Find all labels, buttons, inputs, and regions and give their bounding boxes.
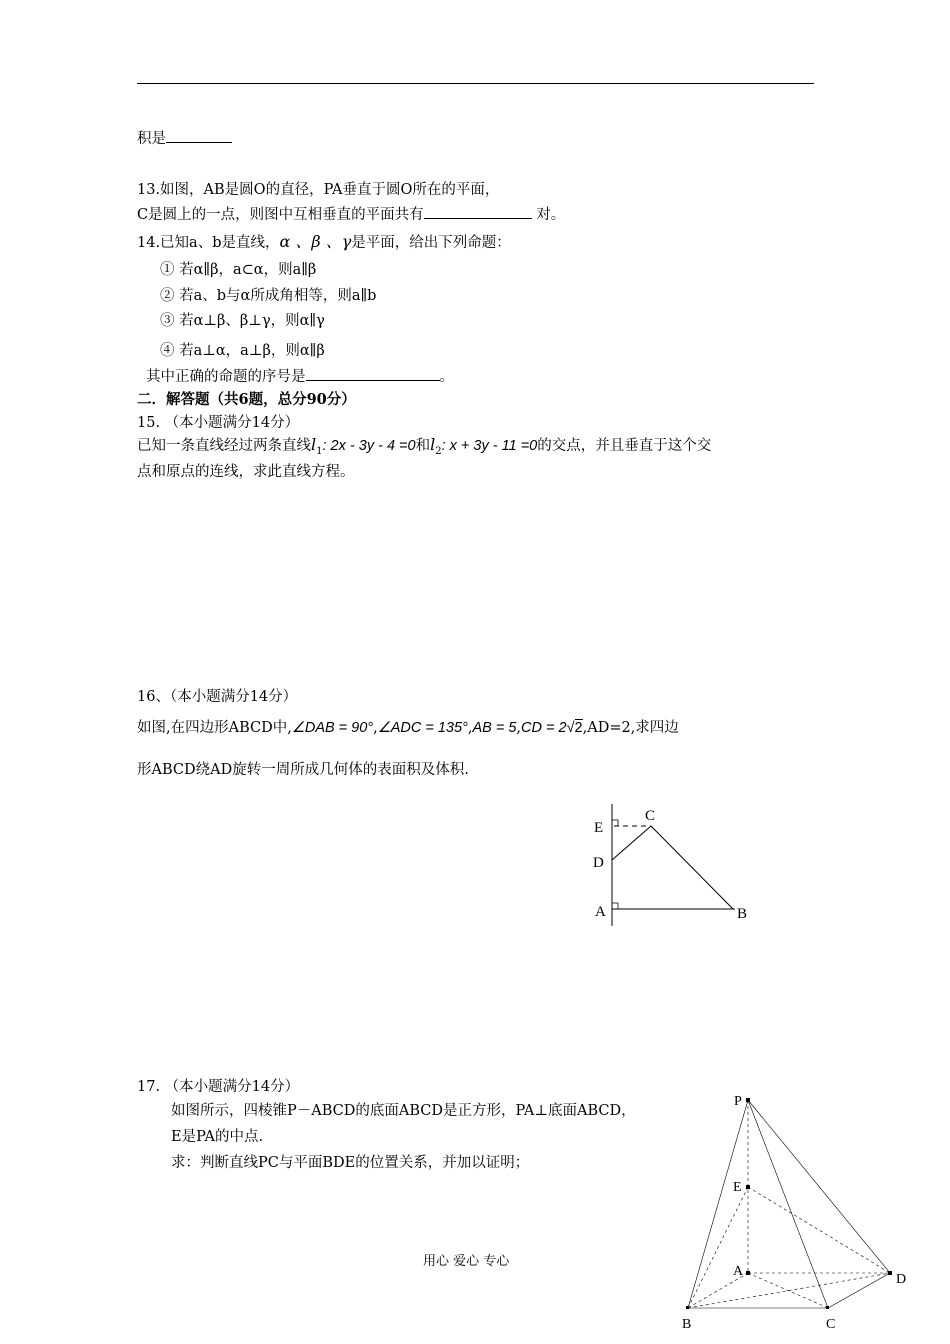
q14-item-4: ④ 若a⊥α，a⊥β，则α∥β (160, 343, 325, 359)
q17-label-c: C (826, 1317, 836, 1332)
q13-line2-end: 对。 (531, 207, 566, 223)
q17-point-b (686, 1306, 689, 1309)
q14-ask-text: 其中正确的命题的序号是 (146, 369, 306, 385)
q16-cond2: ∠ADC = 135° (377, 720, 468, 736)
q13-answer-blank[interactable] (424, 204, 532, 220)
q17-point-d (888, 1271, 892, 1275)
q15-eq1: : 2x - 3y - 4 =0 (322, 438, 416, 454)
q15-l2-sub: 2 (435, 445, 442, 457)
q16-cond4-root: 2 (574, 720, 583, 736)
q17-edge-eb (688, 1187, 748, 1308)
q16-line1: 如图,在四边形ABCD中,∠DAB = 90°,∠ADC = 135°,AB = 5,CD = 2√2,AD=2,求四边 (137, 720, 679, 736)
q16-line1-b: ,AD=2,求四边 (582, 720, 679, 736)
q17-line1: 如图所示，四棱锥P－ABCD的底面ABCD是正方形，PA⊥底面ABCD， (171, 1103, 636, 1119)
q15-line2: 点和原点的连线，求此直线方程。 (137, 464, 355, 480)
q17-point-c (826, 1306, 829, 1309)
q15-head: 15. （本小题满分14分） (137, 415, 300, 431)
q13-line1: 13.如图，AB是圆O的直径，PA垂直于圆O所在的平面， (137, 182, 500, 198)
q14-item-3: ③ 若α⊥β、β⊥γ，则α∥γ (160, 313, 325, 329)
q14-stem-greek: α 、β 、γ (279, 232, 352, 251)
q16-cond1: ∠DAB = 90° (291, 720, 374, 736)
q17-edge-pc (748, 1100, 828, 1308)
q14-item-1: ① 若α∥β，a⊂α，则a∥β (160, 262, 317, 278)
q15-and: 和 (415, 438, 431, 454)
q14-stem-pre: 14.已知a、b是直线， (137, 235, 280, 251)
q13-line2-text: C是圆上的一点，则图中互相垂直的平面共有 (137, 207, 424, 223)
q15-line1-b: 的交点，并且垂直于这个交 (537, 438, 712, 454)
q17-figure (670, 1085, 915, 1340)
q12-text: 积是 (137, 131, 166, 147)
q17-label-b: B (682, 1317, 692, 1332)
q16-label-d: D (593, 855, 604, 871)
sqrt-icon: √ (566, 720, 575, 736)
q14-ask-end: 。 (439, 369, 454, 385)
q16-edge-cb (651, 826, 733, 909)
q16-line2: 形ABCD绕AD旋转一周所成几何体的表面积及体积. (137, 762, 469, 778)
q16-line1-a: 如图,在四边形ABCD中, (137, 720, 292, 736)
q17-label-p: P (734, 1094, 742, 1109)
q17-edge-ac (748, 1273, 828, 1308)
header-rule (137, 83, 814, 84)
q15-l2: l (430, 435, 436, 454)
q16-head: 16、（本小题满分14分） (137, 689, 298, 705)
q15-line1-a: 已知一条直线经过两条直线 (137, 438, 311, 454)
q16-right-angle-e (612, 820, 618, 826)
q16-figure (585, 798, 760, 933)
q17-edge-cd (828, 1273, 890, 1308)
q16-label-e: E (594, 820, 604, 836)
q13-line2 (137, 203, 565, 224)
q17-label-a: A (733, 1264, 744, 1279)
q14-stem-post: 是平面，给出下列命题： (351, 235, 511, 251)
q17-edge-pd (748, 1100, 890, 1273)
q16-cond4: CD = 2 (521, 720, 567, 736)
q14-stem (137, 229, 511, 252)
q16-label-b: B (737, 906, 748, 922)
q16-cond3: AB = 5 (472, 720, 517, 736)
q15-eq2: : x + 3y - 11 =0 (441, 438, 538, 454)
q17-label-e: E (733, 1180, 742, 1195)
q17-line2: E是PA的中点. (171, 1129, 264, 1145)
q15-line1 (137, 434, 711, 457)
q17-point-a (746, 1271, 750, 1275)
q17-edge-bd (688, 1273, 890, 1308)
q17-edge-ed (748, 1187, 890, 1273)
q16-edge-dc (612, 826, 651, 860)
section2-title: 二．解答题（共6题，总分90分） (137, 391, 356, 408)
q17-label-d: D (896, 1272, 907, 1287)
q14-answer-blank[interactable] (306, 366, 440, 382)
q17-line3: 求：判断直线PC与平面BDE的位置关系，并加以证明； (171, 1155, 530, 1171)
q16-label-c: C (645, 808, 656, 824)
q16-label-a: A (595, 904, 606, 920)
q16-right-angle-a (612, 903, 618, 909)
q15-l1-sub: 1 (316, 445, 323, 457)
q12-answer-blank[interactable] (166, 128, 232, 144)
q14-item-2: ② 若a、b与α所成角相等，则a∥b (160, 288, 377, 304)
q17-point-e (746, 1185, 750, 1189)
q17-point-p (746, 1098, 750, 1102)
q12-tail (137, 127, 232, 148)
q14-ask (146, 365, 454, 386)
page-footer: 用心 爱心 专心 (423, 1254, 510, 1269)
q15-l1: l (311, 435, 317, 454)
q17-head: 17. （本小题满分14分） (137, 1079, 300, 1095)
